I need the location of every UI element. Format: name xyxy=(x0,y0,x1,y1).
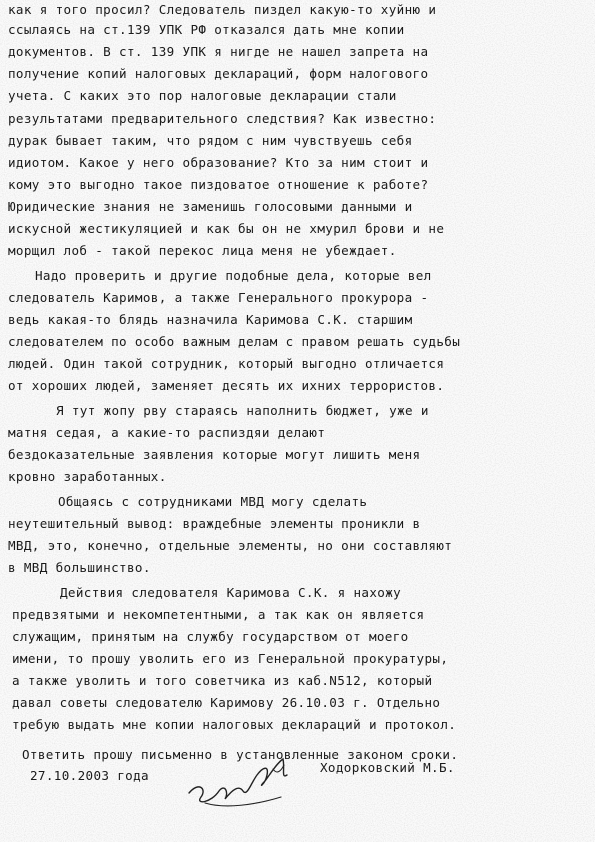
body-line: в МВД большинство. xyxy=(8,560,151,575)
body-line: ссылаясь на ст.139 УПК РФ отказался дать мне копии xyxy=(8,22,405,37)
body-line: служащим, принятым на службу государством от моего xyxy=(12,629,409,644)
body-line: морщил лоб - такой перекос лица меня не убеждает. xyxy=(8,243,397,258)
body-line: следователь Каримов, а также Генерального прокурора - xyxy=(8,290,429,305)
body-line: матня седая, а какие-то распиздяи делают xyxy=(8,425,326,440)
body-line: от хороших людей, заменяет десять их ихних террористов. xyxy=(8,378,445,393)
body-line: кому это выгодно такое пиздоватое отношение к работе? xyxy=(8,177,429,192)
body-line: ведь какая-то блядь назначила Каримова С.К. старшим xyxy=(8,312,413,327)
body-line: Юридические знания не заменишь голосовыми данными и xyxy=(8,199,413,214)
body-line: документов. В ст. 139 УПК я нигде не нашел запрета на xyxy=(8,44,429,59)
body-line: идиотом. Какое у него образование? Кто за ним стоит и xyxy=(8,155,429,170)
body-line: как я того просил? Следователь пиздел какую-то хуйню и xyxy=(8,2,437,17)
body-line: людей. Один такой сотрудник, который выгодно отличается xyxy=(8,356,445,371)
body-line: Общаясь с сотрудниками МВД могу сделать xyxy=(58,494,368,509)
body-line: требую выдать мне копии налоговых деклараций и протокол. xyxy=(12,717,457,732)
body-line: давал советы следователю Каримову 26.10.03 г. Отдельно xyxy=(12,695,441,710)
body-line: Я тут жопу рву стараясь наполнить бюджет, уже и xyxy=(56,403,429,418)
body-line: Ответить прошу письменно в установленные законом сроки. xyxy=(22,747,459,762)
body-line: результатами предварительного следствия? Как известно: xyxy=(8,111,437,126)
body-line: Надо проверить и другие подобные дела, которые вел xyxy=(35,268,432,283)
body-line: учета. С каких это пор налоговые декларации стали xyxy=(8,88,397,103)
body-line: дурак бывает таким, что рядом с ним чувствуешь себя xyxy=(8,133,413,148)
body-line: МВД, это, конечно, отдельные элементы, но они составляют xyxy=(8,538,453,553)
body-line: Действия следователя Каримова С.К. я нахожу xyxy=(60,585,402,600)
handwritten-signature xyxy=(185,745,300,815)
body-line: бездоказательные заявления которые могут лишить меня xyxy=(8,447,421,462)
signatory-name: Ходорковский М.Б. xyxy=(320,760,455,775)
body-line: имени, то прошу уволить его из Генеральной прокуратуры, xyxy=(12,651,449,666)
body-line: предвзятыми и некомпетентными, а так как он является xyxy=(12,607,425,622)
body-line: кровно заработанных. xyxy=(8,469,167,484)
body-line: искусной жестикуляцией и как бы он не хмурил брови и не xyxy=(8,221,445,236)
signature-date: 27.10.2003 года xyxy=(30,768,149,783)
body-line: неутешительный вывод: враждебные элементы проникли в xyxy=(8,516,421,531)
body-line: а также уволить и того советчика из каб.N512, который xyxy=(12,673,433,688)
body-line: следователем по особо важным делам с правом решать судьбы xyxy=(8,334,461,349)
body-line: получение копий налоговых деклараций, форм налогового xyxy=(8,66,429,81)
